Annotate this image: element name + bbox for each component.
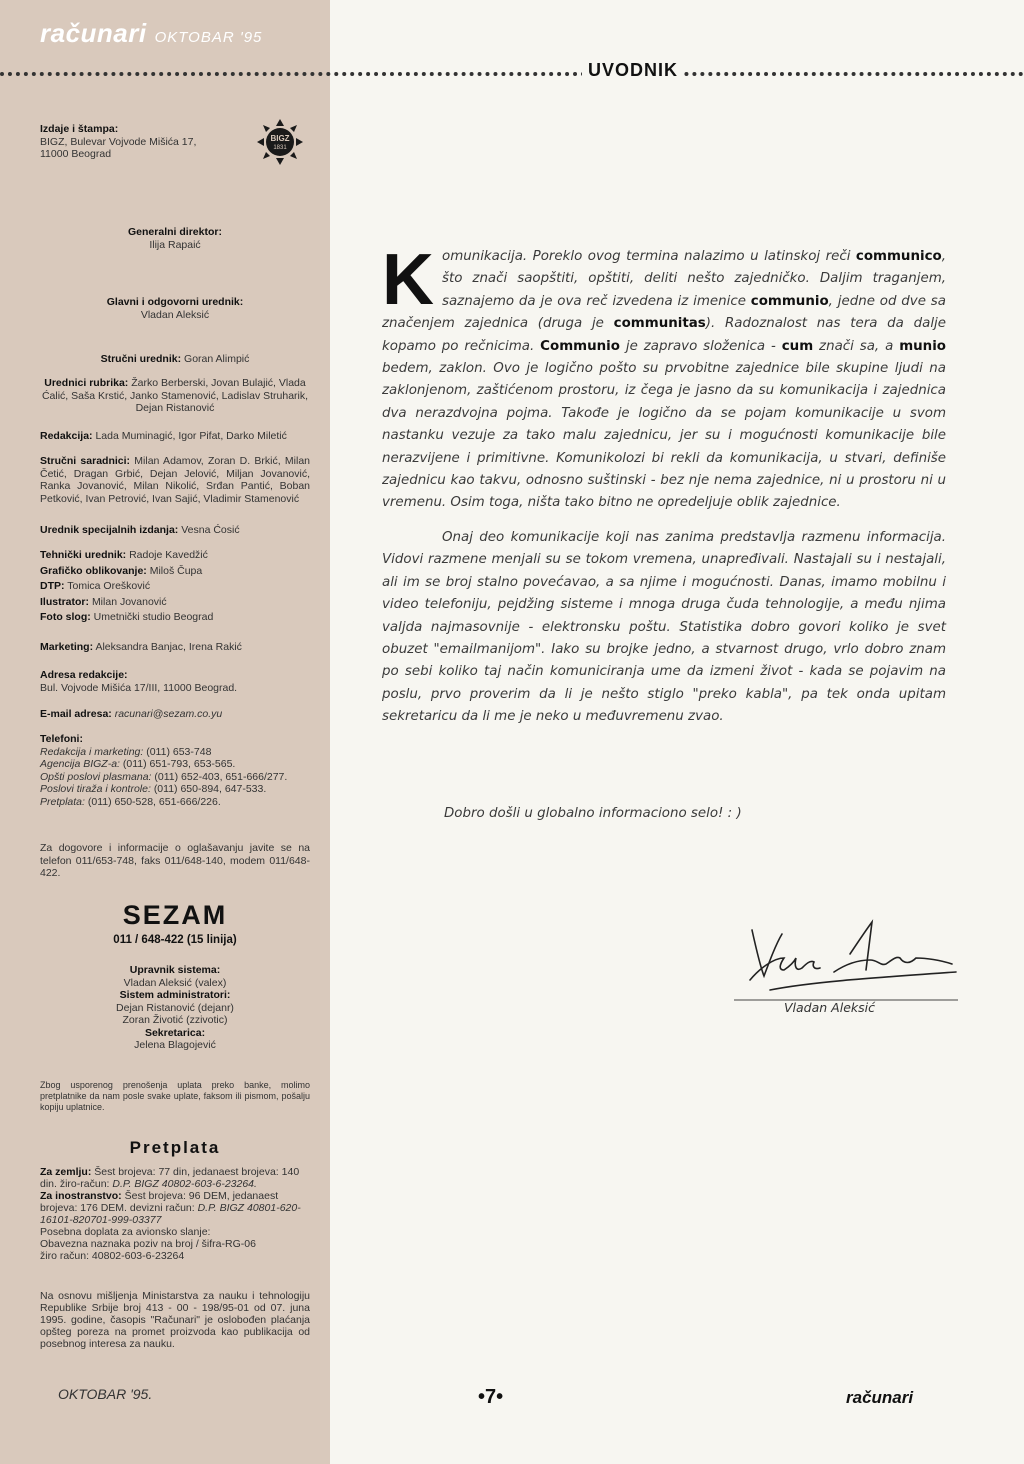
technical-editor	[40, 353, 310, 366]
sezam-manager-label: Upravnik sistema:	[129, 964, 221, 976]
technical-editor-label: Stručni urednik:	[100, 353, 182, 365]
publisher-line2: 11000 Beograd	[40, 148, 112, 160]
photo-name: Umetnički studio Beograd	[93, 611, 214, 623]
footer-issue: OKTOBAR '95.	[58, 1386, 153, 1402]
special-editions-name: Vesna Ćosić	[181, 524, 240, 536]
pretplata-block	[40, 1166, 310, 1262]
special-editions	[40, 524, 310, 537]
phone-row-value: (011) 650-528, 651-666/226.	[87, 795, 221, 808]
phone-row	[40, 771, 287, 783]
phone-row-value: (011) 652-403, 651-666/277.	[154, 770, 288, 783]
editor-in-chief-label: Glavni i odgovorni urednik:	[106, 296, 244, 308]
phone-row-label: Agencija BIGZ-a:	[40, 758, 120, 770]
phone-row-label: Pretplata:	[40, 795, 85, 808]
phones	[40, 733, 310, 808]
sezam-secretary: Jelena Blagojević	[134, 1039, 216, 1051]
sezam-admin-1: Dejan Ristanović (dejanr)	[116, 1001, 234, 1014]
sezam-note: Zbog usporenog prenošenja uplata preko banke, molimo pretplatnike da nam posle svake uplate, faksom ili pismom, pošalju kopiju uplatnice.	[40, 1080, 310, 1112]
editorial	[40, 430, 310, 443]
publisher-line1: BIGZ, Bulevar Vojvode Mišića 17,	[40, 135, 197, 148]
logo-text-1: BIGZ	[270, 134, 290, 143]
logo-text-2: 1831	[273, 145, 287, 151]
bigz-logo	[256, 118, 304, 166]
sezam-phone: 011 / 648-422 (15 linija)	[113, 934, 237, 946]
general-director-label: Generalni direktor:	[128, 226, 222, 238]
contributors-names: Milan Adamov, Zoran D. Brkić, Milan Četić, Dragan Grbić, Dejan Jelović, Miljan Jovanović, Ranka Jovanović, Milan Nikolić, Srđan Pantić, Boban Petković, Ivan Petrović, Ivan Sajić, Vladimir Stamenović	[40, 455, 310, 505]
section-editors-label: Urednici rubrika:	[44, 377, 129, 389]
technical-editor-name: Goran Alimpić	[184, 353, 250, 365]
footer-magazine-name: računari	[846, 1388, 914, 1407]
latin-term: Communio	[540, 338, 620, 354]
latin-term: cum	[781, 338, 814, 354]
pretplata-air-3: žiro račun: 40802-603-6-23264	[40, 1250, 185, 1262]
sezam-staff	[40, 964, 310, 1052]
marketing	[40, 641, 310, 654]
marketing-name: Aleksandra Banjac, Irena Rakić	[95, 641, 242, 653]
drop-cap: K	[382, 240, 434, 320]
page-number: •7•	[478, 1386, 504, 1408]
ministry-note: Na osnovu mišljenja Ministarstva za nauku i tehnologiju Republike Srbije broj 413 - 00 - 198/95-01 od 07. juna 1995. godine, časopis "Računari" je oslobođen plaćanja opšteg poreza na promet proizvoda kao publikacija od posebnog interesa za nauku.	[40, 1290, 310, 1350]
email	[40, 708, 310, 721]
text-run: je zapravo složenica -	[619, 338, 782, 354]
phone-row-value: (011) 650-894, 647-533.	[153, 783, 267, 795]
publisher-label: Izdaje i štampa:	[40, 123, 119, 135]
dtp-label: DTP:	[40, 580, 65, 592]
editorial-article	[382, 240, 946, 729]
illustrator-label: Ilustrator:	[40, 595, 90, 608]
phone-row	[40, 746, 211, 758]
photo-label: Foto slog:	[40, 611, 91, 623]
text-run: omunikacija. Poreklo ovog termina nalazimo u latinskoj reči	[442, 249, 856, 264]
sezam-title: SEZAM	[122, 900, 228, 930]
address-label: Adresa redakcije:	[40, 669, 128, 681]
pretplata-foreign-account: D.P. BIGZ 40801-620-16101-820701-999-03377	[40, 1202, 301, 1226]
sezam-admin-2: Zoran Životić (zzivotic)	[122, 1014, 228, 1026]
pretplata-air-1: Posebna doplata za avionsko slanje:	[40, 1226, 211, 1238]
phone-row	[40, 783, 266, 795]
dtp-name: Tomica Orešković	[67, 580, 151, 592]
phone-row-label: Redakcija i marketing:	[40, 745, 144, 758]
tech-editor2-label: Tehnički urednik:	[40, 549, 127, 561]
masthead-title: računari	[40, 18, 147, 48]
masthead	[40, 18, 262, 49]
pretplata-air-2: Obavezna naznaka poziv na broj / šifra-RG-06	[40, 1238, 256, 1250]
graphic-name: Miloš Čupa	[149, 564, 203, 577]
pretplata-foreign: Šest brojeva: 96 DEM, jedanaest brojeva: 176 DEM. devizni račun:	[40, 1190, 279, 1214]
phone-row-label: Poslovi tiraža i kontrole:	[40, 783, 151, 795]
general-director	[40, 226, 310, 251]
general-director-name: Ilija Rapaić	[149, 238, 201, 251]
handwritten-signature	[730, 908, 960, 1006]
contributors	[40, 455, 310, 505]
phones-label: Telefoni:	[40, 733, 83, 745]
special-editions-label: Urednik specijalnih izdanja:	[40, 524, 179, 536]
text-run: ). Radoznalost nas tera da dalje kopamo po rečnicima.	[382, 316, 946, 354]
sezam-manager: Vladan Aleksić (valex)	[123, 976, 227, 989]
email-value: racunari@sezam.co.yu	[114, 708, 223, 720]
pretplata-foreign-label: Za inostranstvo:	[40, 1190, 122, 1202]
text-run: , što znači saopštiti, opštiti, deliti nešto zajedničko. Daljim traganjem, saznajemo da je ova reč izvedena iz imenice	[442, 249, 946, 309]
pretplata-domestic-account: D.P. BIGZ 40802-603-6-23264.	[112, 1178, 257, 1190]
sezam-secretary-label: Sekretarica:	[144, 1026, 206, 1039]
pretplata-title: Pretplata	[129, 1138, 221, 1157]
tech-editor2-name: Radoje Kavedžić	[129, 549, 208, 561]
latin-term: communitas	[613, 316, 706, 332]
signature-name: Vladan Aleksić	[784, 1000, 875, 1015]
text-run: , jedne od dve sa značenjem zajednica (druga je	[382, 293, 946, 332]
address	[40, 669, 310, 694]
sezam-admins-label: Sistem administratori:	[119, 989, 231, 1001]
article-paragraph-2: Onaj deo komunikacije koji nas zanima predstavlja razmenu informacija. Vidovi razmene menjali su se tokom vremena, unapređivali. Nastajali su i nestajali, ali im se broj stalno povećavao, a sa njime i mogućnosti. Danas, imamo mobilnu i video telefoniju, pejdžing sisteme i mnoga druga čuda tehnologije, a među njima valjda najmasovnije - elektronsku poštu. Statistika dobro govori koliko je svet obuzet "emailmanijom". Iako su brojke jedno, a stvarnost drugo, vrlo dobro znam po sebi koliko taj način komuniciranja ume da izmeni život - kada se pojavim na poslu, prvo proverim da li je nešto stiglo "preko kabla", pa tek onda upitam sekretaricu da li me je neko u međuvremenu zvao.	[382, 529, 946, 725]
phone-row-value: (011) 653-748	[146, 745, 212, 758]
masthead-issue: OKTOBAR '95	[154, 29, 263, 46]
dotted-rule	[0, 72, 1024, 76]
illustrator-name: Milan Jovanović	[91, 595, 167, 608]
pretplata-domestic-label: Za zemlju:	[40, 1166, 92, 1178]
editor-in-chief-name: Vladan Aleksić	[140, 308, 210, 321]
marketing-label: Marketing:	[40, 641, 94, 653]
ads-note: Za dogovore i informacije o oglašavanju javite se na telefon 011/653-748, faks 011/648-140, modem 011/648-422.	[40, 842, 310, 879]
production-credits	[40, 548, 310, 626]
editorial-label: Redakcija:	[40, 430, 93, 442]
section-editors	[40, 377, 310, 415]
latin-term: munio	[899, 338, 946, 354]
email-label: E-mail adresa:	[40, 708, 112, 720]
phone-row	[40, 758, 235, 770]
latin-term: communio	[750, 293, 829, 309]
text-run: znači sa, a	[813, 338, 900, 354]
graphic-label: Grafičko oblikovanje:	[40, 564, 147, 577]
contributors-label: Stručni saradnici:	[40, 455, 131, 467]
text-run: bedem, zaklon. Ovo je logično pošto su prvobitne zajednice bile skupine ljudi na zaklonjenom, zaštićenom prostoru, iz čega je jasno da su komunikacija i zajednica dva nerazdvojna pojma. Takođe je logično da se pojam komunikacije u svom nastanku vezuje za tako malu zajednicu, jer su i mogućnosti komunikacije bile nerazvijene i primitivne. Komunikolozi bi rekli da komunikacija, u stvari, definiše zajednicu kao takvu, odnosno suštinski - bez nje nema zajednice, ni u prostoru ni u vremenu. Osim toga, ništa tako bitno ne opredeljuje oblik zajednice.	[382, 361, 946, 511]
article-paragraph-1	[382, 240, 946, 515]
phone-row-label: Opšti poslovi plasmana:	[40, 770, 152, 783]
phone-row-value: (011) 651-793, 653-565.	[122, 758, 236, 770]
section-editors-names: Žarko Berberski, Jovan Bulajić, Vlada Ćalić, Saša Krstić, Janko Stamenović, Ladislav Struharik, Dejan Ristanović	[41, 377, 309, 414]
pretplata-domestic: Šest brojeva: 77 din, jedanaest brojeva: 140 din. žiro-račun:	[40, 1166, 300, 1190]
editorial-names: Lada Muminagić, Igor Pifat, Darko Miletić	[95, 430, 287, 442]
editor-in-chief	[40, 296, 310, 321]
latin-term: communico	[855, 249, 942, 264]
address-value: Bul. Vojvode Mišića 17/III, 11000 Beograd.	[40, 681, 238, 694]
closing-line: Dobro došli u globalno informaciono selo! : )	[444, 806, 742, 821]
phone-row	[40, 796, 221, 808]
section-title: UVODNIK	[582, 60, 684, 81]
